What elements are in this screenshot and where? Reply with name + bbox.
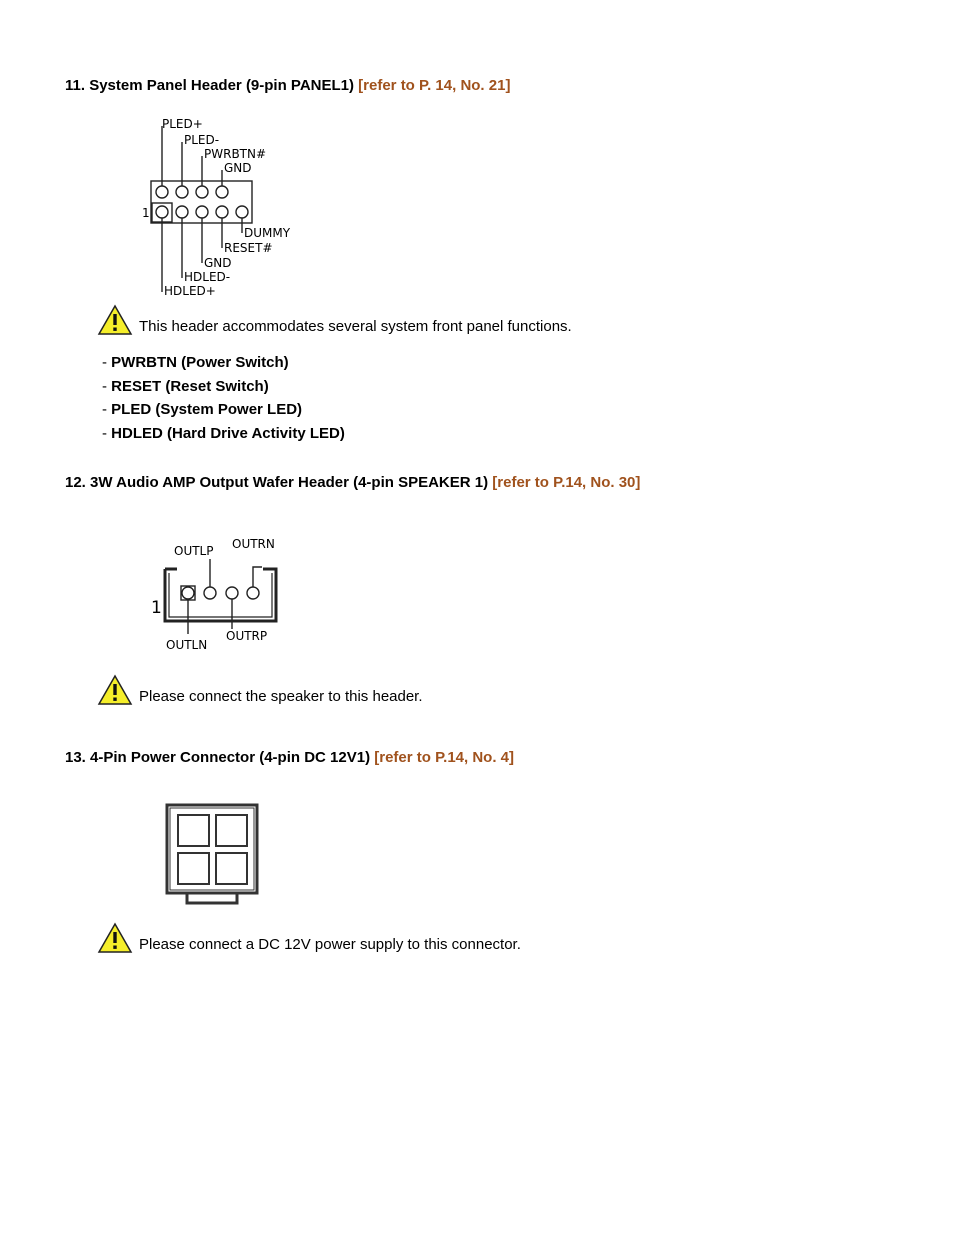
label-outlp: OUTLP: [174, 544, 214, 558]
label-dummy: DUMMY: [244, 226, 291, 240]
section-11-warning: [97, 304, 572, 336]
label-outrn: OUTRN: [232, 537, 275, 551]
section-11-heading: [65, 77, 510, 94]
label-pled-minus: PLED-: [184, 133, 220, 147]
section-13-warning: [97, 922, 521, 954]
section-13-warning-text: Please connect a DC 12V power supply to this connector.: [139, 936, 521, 953]
section-12-heading: [65, 474, 640, 491]
warning-triangle-icon: [97, 304, 133, 336]
label-gnd-top: GND: [224, 161, 252, 175]
panel-functions-list: [102, 351, 345, 446]
section-11-title: 11. System Panel Header (9-pin PANEL1): [65, 77, 354, 94]
label-gnd-bottom: GND: [204, 256, 232, 270]
section-12-warning-text: Please connect the speaker to this header.: [139, 688, 423, 705]
section-13-ref: [refer to P.14, No. 4]: [374, 749, 515, 766]
label-pin1: 1: [142, 206, 150, 220]
list-item: - RESET (Reset Switch): [102, 377, 269, 395]
warning-triangle-icon: [97, 922, 133, 954]
label-reset: RESET#: [224, 241, 273, 255]
list-item: - HDLED (Hard Drive Activity LED): [102, 425, 345, 443]
label-hdled-minus: HDLED-: [184, 270, 231, 284]
label-hdled-plus: HDLED+: [164, 284, 216, 297]
section-11-warning-text: This header accommodates several system front panel functions.: [139, 318, 572, 335]
list-item: - PWRBTN (Power Switch): [102, 354, 289, 371]
warning-triangle-icon: [97, 674, 133, 706]
section-13-heading: [65, 749, 514, 766]
section-12-title: 12. 3W Audio AMP Output Wafer Header (4-pin SPEAKER 1): [65, 474, 489, 491]
panel1-header-diagram: [140, 112, 310, 297]
speaker-header-diagram: [150, 533, 285, 655]
label-pwrbtn: PWRBTN#: [204, 147, 267, 161]
power-connector-diagram: [163, 801, 263, 909]
label-outrp: OUTRP: [226, 629, 268, 643]
label-pin1: 1: [151, 598, 162, 618]
label-outln: OUTLN: [166, 638, 208, 652]
section-12-ref: [refer to P.14, No. 30]: [492, 474, 641, 491]
section-13-title: 13. 4-Pin Power Connector (4-pin DC 12V1): [65, 749, 371, 766]
section-11-ref: [refer to P. 14, No. 21]: [358, 77, 511, 94]
list-item: - PLED (System Power LED): [102, 401, 303, 419]
section-12-warning: [97, 674, 423, 706]
label-pled-plus: PLED+: [162, 117, 203, 131]
